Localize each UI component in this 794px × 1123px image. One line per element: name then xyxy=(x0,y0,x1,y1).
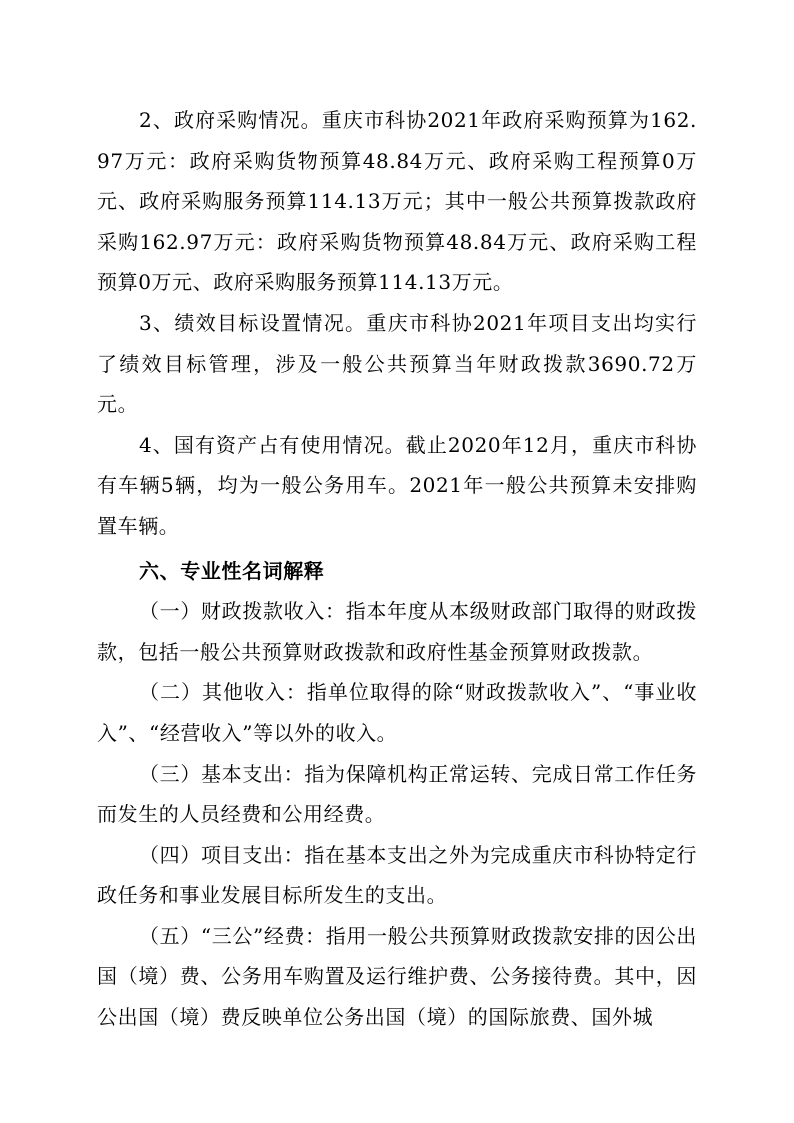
definition-basic-expenditure: （三）基本支出：指为保障机构正常运转、完成日常工作任务而发生的人员经费和公用经费。 xyxy=(97,761,697,827)
definition-three-public-expenses: （五）“三公”经费：指用一般公共预算财政拨款安排的因公出国（境）费、公务用车购置及运行维护费、公务接待费。其中，因公出国（境）费反映单位公务出国（境）的国际旅费、国外城 xyxy=(97,923,697,1030)
definition-fiscal-appropriation-income: （一）财政拨款收入：指本年度从本级财政部门取得的财政拨款，包括一般公共预算财政拨款和政府性基金预算财政拨款。 xyxy=(97,599,697,664)
paragraph-government-procurement: 2、政府采购情况。重庆市科协2021年政府采购预算为162.97万元：政府采购货物预算48.84万元、政府采购工程预算0万元、政府采购服务预算114.13万元；其中一般公共预算拨款政府采购162.97万元：政府采购货物预算48.84万元、政府采购工程预算0万元、政府采购服务预算114.13万元。 xyxy=(97,108,697,295)
paragraph-performance-targets: 3、绩效目标设置情况。重庆市科协2021年项目支出均实行了绩效目标管理，涉及一般公共预算当年财政拨款3690.72万元。 xyxy=(97,310,697,417)
definition-project-expenditure: （四）项目支出：指在基本支出之外为完成重庆市科协特定行政任务和事业发展目标所发生的支出。 xyxy=(97,842,697,908)
definition-other-income: （二）其他收入：指单位取得的除“财政拨款收入”、“事业收入”、“经营收入”等以外的收入。 xyxy=(97,680,697,745)
section-heading: 六、专业性名词解释 xyxy=(139,558,325,583)
paragraph-state-assets: 4、国有资产占有使用情况。截止2020年12月，重庆市科协有车辆5辆，均为一般公务用车。2021年一般公共预算未安排购置车辆。 xyxy=(97,432,697,538)
document-body xyxy=(97,100,697,1038)
